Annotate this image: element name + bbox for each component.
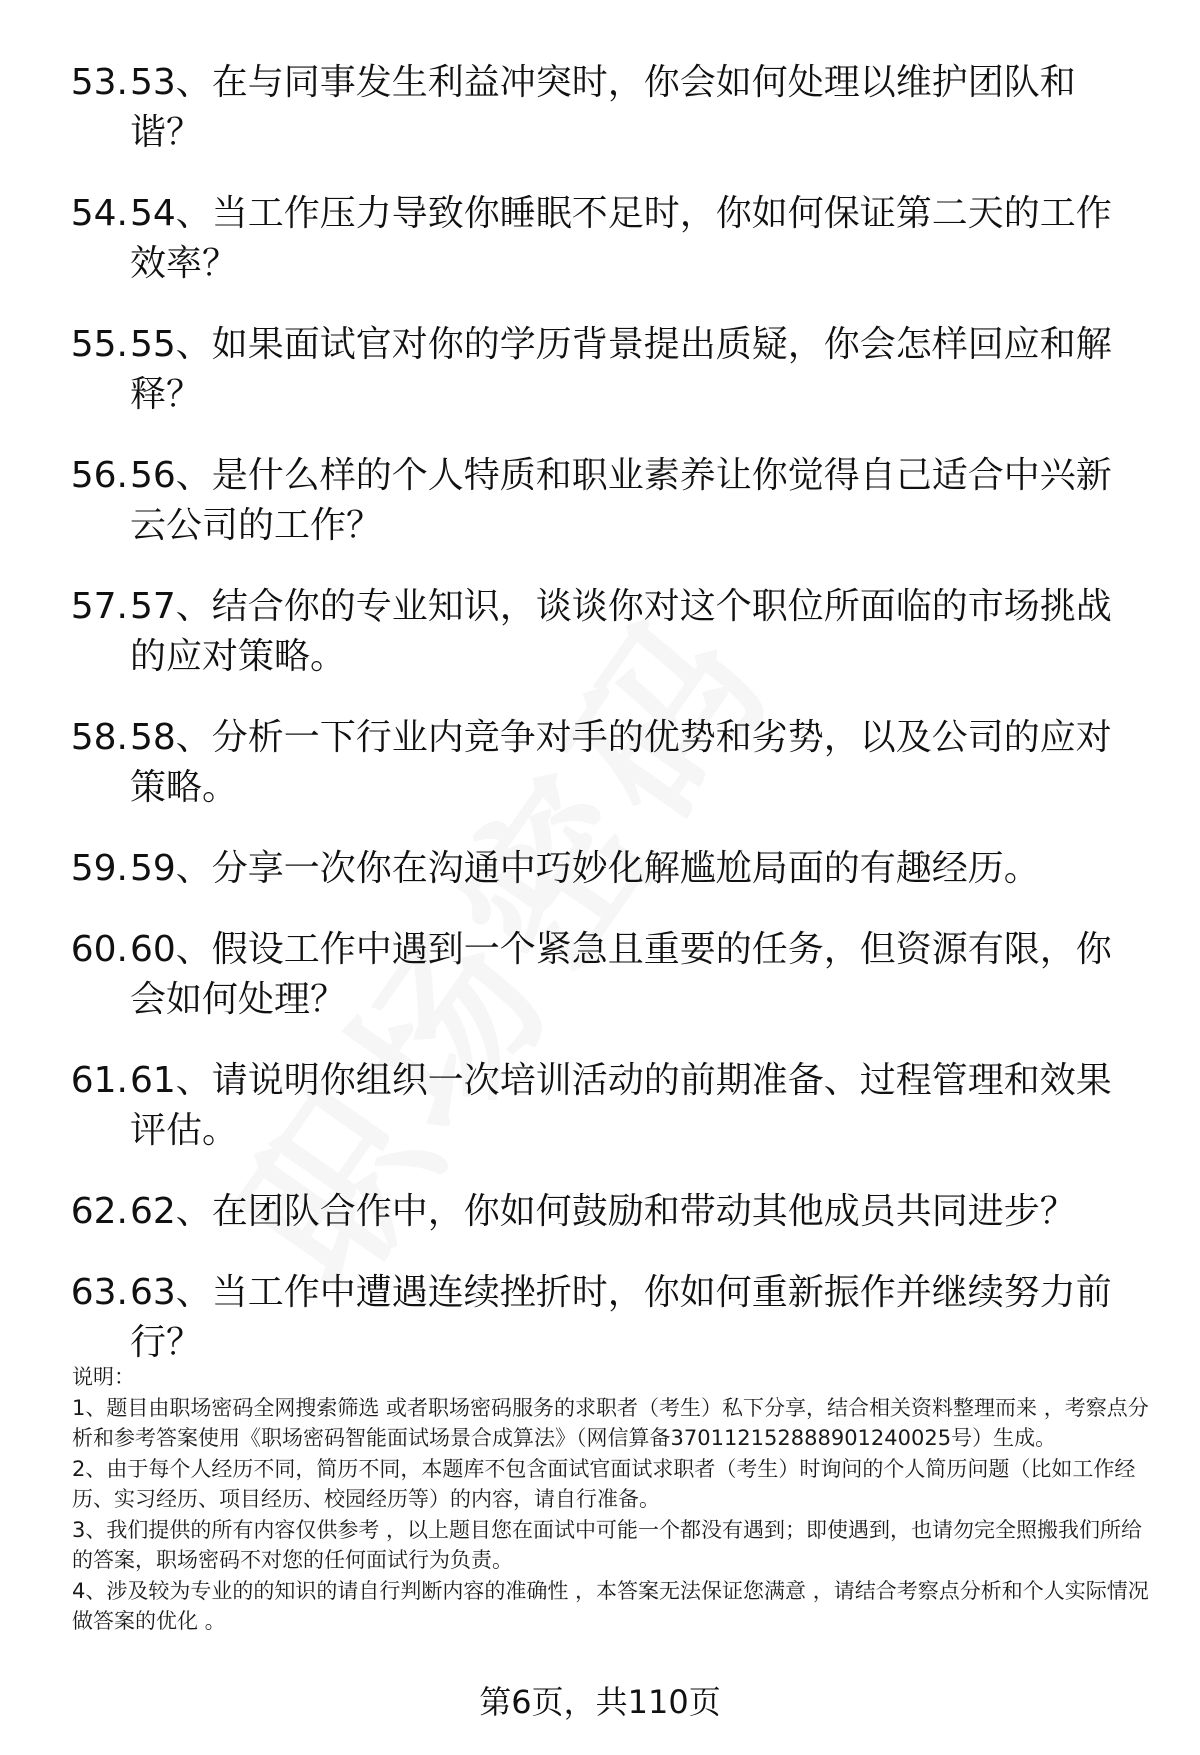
question-list	[0, 58, 1200, 1399]
question-text: 63、当工作中遭遇连续挫折时，你如何重新振作并继续努力前行？	[130, 1272, 1112, 1363]
question-number: 60.	[70, 929, 128, 970]
question-number: 55.	[70, 324, 128, 365]
list-item	[0, 844, 1200, 894]
question-number: 53.	[70, 62, 128, 103]
question-number: 61.	[70, 1060, 128, 1101]
question-text: 60、假设工作中遇到一个紧急且重要的任务，但资源有限，你会如何处理？	[130, 929, 1112, 1020]
question-number: 59.	[70, 848, 128, 889]
list-item	[0, 320, 1200, 420]
question-text: 61、请说明你组织一次培训活动的前期准备、过程管理和效果评估。	[130, 1060, 1112, 1151]
question-number: 58.	[70, 717, 128, 758]
question-text: 58、分析一下行业内竞争对手的优势和劣势，以及公司的应对策略。	[130, 717, 1112, 808]
note-item: 1、题目由职场密码全网搜索筛选 或者职场密码服务的求职者（考生）私下分享，结合相关资料整理而来 ，考察点分析和参考答案使用《职场密码智能面试场景合成算法》（网信算备370112152888901240025号）生成。	[72, 1395, 1149, 1450]
list-item	[0, 1056, 1200, 1156]
question-number: 62.	[70, 1191, 128, 1232]
list-item	[0, 1268, 1200, 1368]
note-item: 2、由于每个人经历不同，简历不同，本题库不包含面试官面试求职者（考生）时询问的个人简历问题（比如工作经历、实习经历、项目经历、校园经历等）的内容，请自行准备。	[72, 1456, 1136, 1511]
note-item: 3、我们提供的所有内容仅供参考 ，以上题目您在面试中可能一个都没有遇到；即使遇到，也请勿完全照搬我们所给的答案，职场密码不对您的任何面试行为负责。	[72, 1517, 1143, 1572]
question-number: 54.	[70, 193, 128, 234]
list-item	[0, 189, 1200, 289]
notes-heading: 说明：	[72, 1365, 135, 1389]
question-number: 63.	[70, 1272, 128, 1313]
question-text: 62、在团队合作中，你如何鼓励和带动其他成员共同进步？	[130, 1191, 1076, 1232]
list-item	[0, 713, 1200, 813]
question-number: 56.	[70, 455, 128, 496]
question-text: 54、当工作压力导致你睡眠不足时，你如何保证第二天的工作效率？	[130, 193, 1112, 284]
list-item	[0, 582, 1200, 682]
page-footer	[0, 1680, 1200, 1724]
question-text: 59、分享一次你在沟通中巧妙化解尴尬局面的有趣经历。	[130, 848, 1040, 889]
list-item	[0, 1187, 1200, 1237]
note-item: 4、涉及较为专业的的知识的请自行判断内容的准确性 ，本答案无法保证您满意 ，请结合考察点分析和个人实际情况做答案的优化 。	[72, 1578, 1149, 1633]
question-text: 57、结合你的专业知识，谈谈你对这个职位所面临的市场挑战的应对策略。	[130, 586, 1112, 677]
question-number: 57.	[70, 586, 128, 627]
list-item	[0, 925, 1200, 1025]
question-text: 53、在与同事发生利益冲突时，你会如何处理以维护团队和谐？	[130, 62, 1076, 153]
list-item	[0, 58, 1200, 158]
question-text: 55、如果面试官对你的学历背景提出质疑，你会怎样回应和解释？	[130, 324, 1112, 415]
list-item	[0, 451, 1200, 551]
notes-section	[72, 1362, 1162, 1637]
page-number-label: 第6页，共110页	[479, 1683, 721, 1721]
question-text: 56、是什么样的个人特质和职业素养让你觉得自己适合中兴新云公司的工作？	[130, 455, 1112, 546]
